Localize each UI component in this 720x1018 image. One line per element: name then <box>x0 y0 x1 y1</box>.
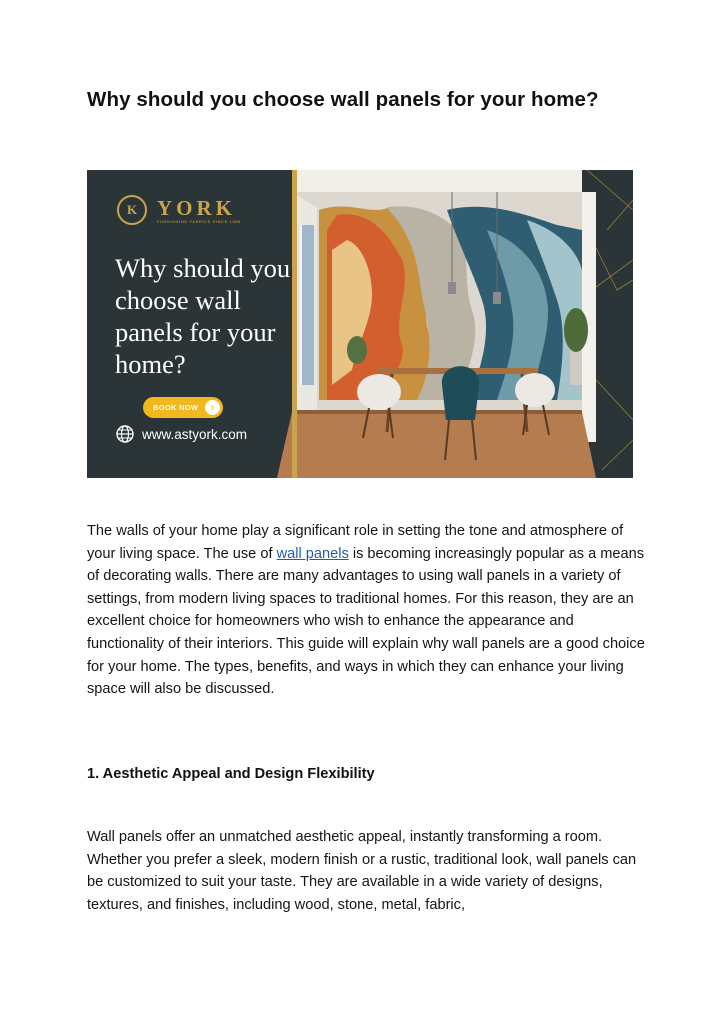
book-now-button[interactable] <box>143 397 223 418</box>
section-paragraph: Wall panels offer an unmatched aesthetic appeal, instantly transforming a room. Whether you prefer a sleek, modern finish or a rustic, traditional look, wall panels can be customized to suit your taste. They are available in a wide variety of designs, textures, and finishes, including wood, stone, metal, fabric, <box>87 829 637 913</box>
wall-panels-link[interactable]: wall panels <box>276 545 349 562</box>
york-logo <box>117 195 241 225</box>
intro-text-after-link: is becoming increasingly popular as a means of decorating walls. There are many advantages to using wall panels in a variety of settings, from modern living spaces to traditional homes. For this reason, they are an excellent choice for homeowners who wish to enhance the appearance and functionality of their interiors. This guide will explain why wall panels are a good choice for your home. The types, benefits, and ways in which they can enhance your living space will also be discussed. <box>87 545 645 698</box>
york-emblem-icon: K <box>117 195 147 225</box>
website-line <box>115 424 247 444</box>
intro-text-before-link: The walls of your home play a significant role in setting the tone and atmosphere of your living space. The use of <box>87 523 624 562</box>
website-url: www.astyork.com <box>142 426 248 442</box>
intro-paragraph <box>87 520 647 701</box>
chevron-right-icon: › <box>205 400 220 415</box>
page-title: Why should you choose wall panels for your home? <box>87 88 599 111</box>
globe-icon <box>115 424 135 444</box>
brand-tagline: FURNISHING FABRICS SINCE 1988 <box>157 218 241 224</box>
hero-banner-image <box>87 170 633 478</box>
brand-name: YORK <box>157 195 236 220</box>
book-now-label: BOOK NOW <box>153 403 199 412</box>
section-heading: 1. Aesthetic Appeal and Design Flexibility <box>87 766 375 782</box>
banner-heading: Why should you choose wall panels for your home? <box>115 253 291 379</box>
